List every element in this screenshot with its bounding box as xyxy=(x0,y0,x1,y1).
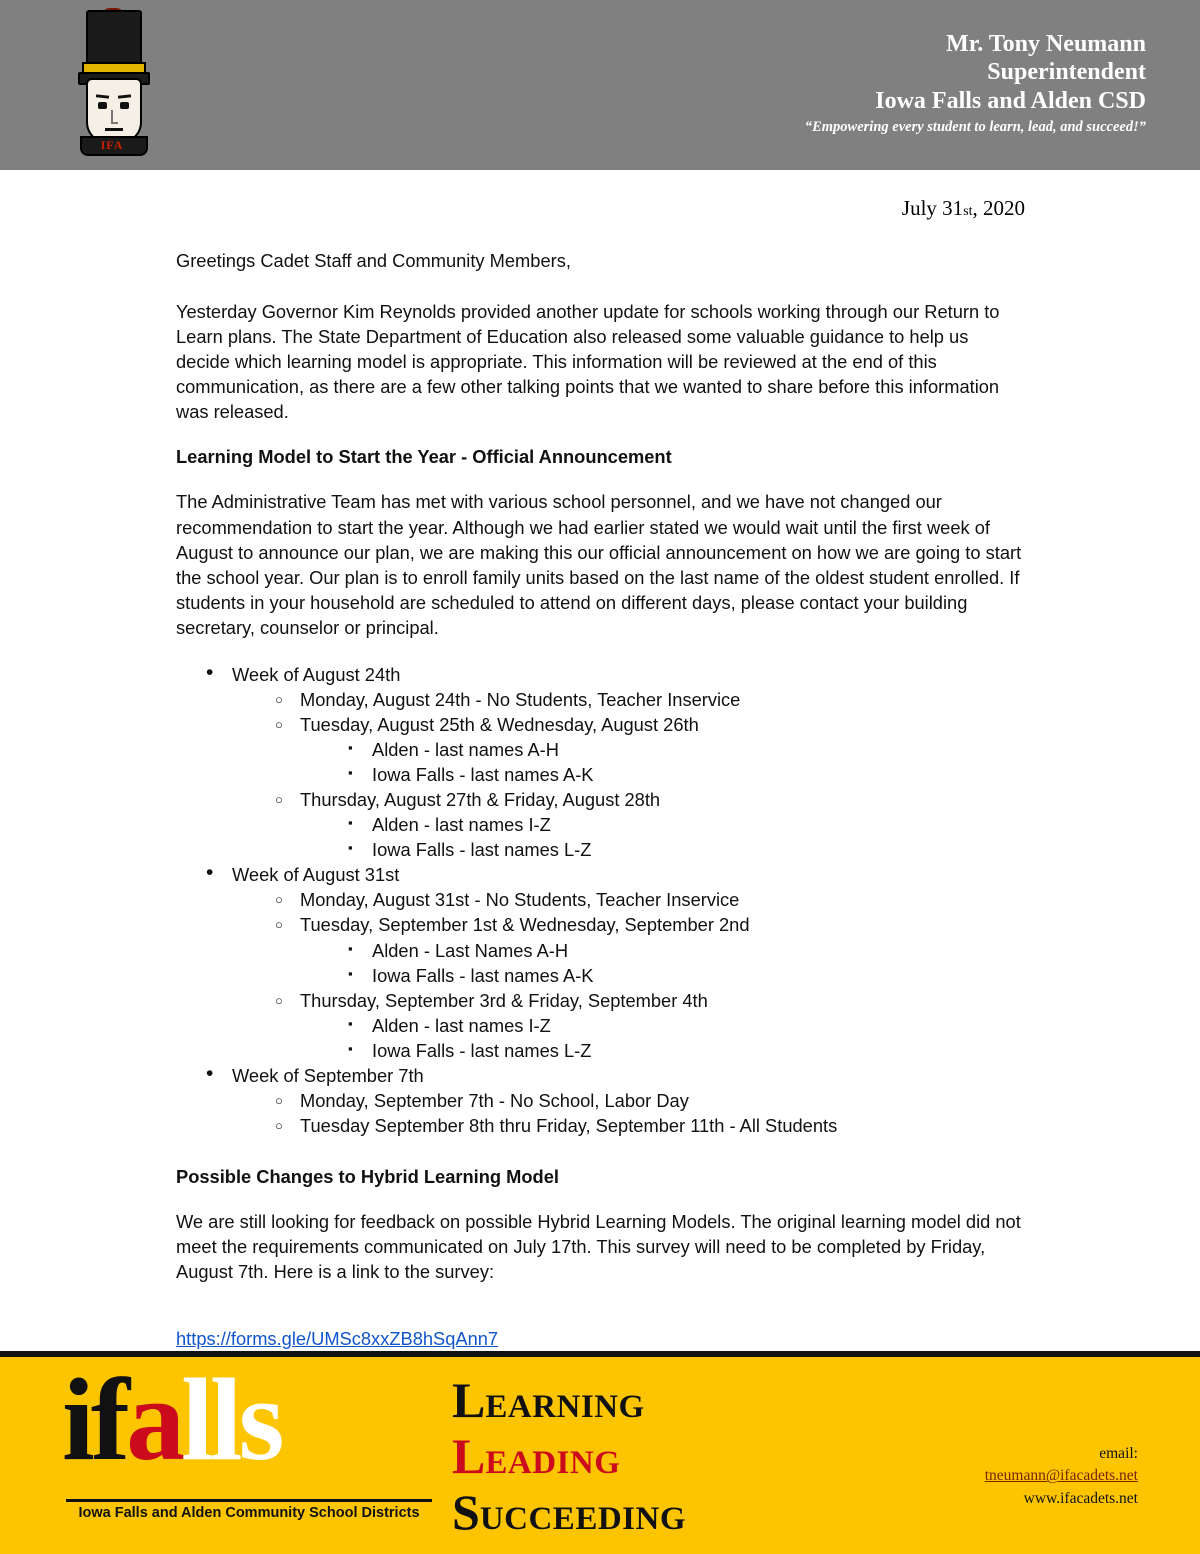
group-list xyxy=(300,737,1024,787)
website-link[interactable]: www.ifacadets.net xyxy=(1023,1489,1138,1507)
lls-cap-2: L xyxy=(452,1428,486,1484)
lls-row-leading xyxy=(452,1428,686,1484)
group-label: ▪ Iowa Falls - last names A-K xyxy=(372,762,1024,787)
letter-date xyxy=(902,196,1025,221)
group-label: ▪ Alden - last names I-Z xyxy=(372,812,1024,837)
letterhead-contact-block xyxy=(805,30,1146,136)
eye-left xyxy=(98,102,107,109)
week-label: • Week of August 31st xyxy=(232,862,1024,887)
list-item xyxy=(300,887,1024,912)
list-item xyxy=(372,1038,1024,1063)
section-body-hybrid-model: We are still looking for feedback on possible Hybrid Learning Models. The original learning model did not meet the requirements communicated on July 17th. This survey will need to be completed by Friday, August 7th. Here is a link to the survey: xyxy=(176,1211,1021,1283)
nose-shape xyxy=(111,110,118,124)
list-item xyxy=(300,787,1024,862)
group-list xyxy=(300,938,1024,988)
week-label: • Week of September 7th xyxy=(232,1063,1024,1088)
day-list xyxy=(232,687,1024,862)
group-label: ▪ Iowa Falls - last names A-K xyxy=(372,963,1024,988)
group-list xyxy=(300,1013,1024,1063)
survey-link[interactable]: https://forms.gle/UMSc8xxZB8hSqAnn7 xyxy=(176,1328,499,1350)
list-item xyxy=(300,988,1024,1063)
list-item xyxy=(372,837,1024,862)
superintendent-name: Mr. Tony Neumann xyxy=(946,31,1146,57)
list-item xyxy=(300,687,1024,712)
date-year: , 2020 xyxy=(972,196,1025,220)
ifalls-logo xyxy=(62,1354,432,1521)
group-label: ▪ Alden - last names A-H xyxy=(372,737,1024,762)
lls-row-learning xyxy=(452,1372,686,1428)
wordmark-part-2: a xyxy=(126,1354,182,1485)
date-suffix: st xyxy=(963,204,973,219)
list-item xyxy=(372,812,1024,837)
group-list xyxy=(300,812,1024,862)
superintendent-title: Superintendent xyxy=(987,59,1146,86)
district-logo xyxy=(62,8,162,166)
day-label: ○ Monday, August 31st - No Students, Teacher Inservice xyxy=(300,887,1024,912)
lls-rest-2: EADING xyxy=(485,1445,621,1481)
section-heading-learning-model: Learning Model to Start the Year - Official Announcement xyxy=(176,446,672,468)
day-label: ○ Thursday, August 27th & Friday, August 28th xyxy=(300,787,1024,812)
day-label: ○ Thursday, September 3rd & Friday, September 4th xyxy=(300,988,1024,1013)
face-shape xyxy=(86,78,142,144)
date-main: July 31 xyxy=(901,196,964,220)
day-label: ○ Tuesday September 8th thru Friday, September 11th - All Students xyxy=(300,1113,1024,1138)
letter-body xyxy=(176,248,1024,1351)
section-heading-hybrid-model: Possible Changes to Hybrid Learning Model xyxy=(176,1166,559,1187)
list-item xyxy=(300,1088,1024,1113)
hat-shape xyxy=(86,10,142,70)
brow-left xyxy=(96,94,109,98)
email-address-link[interactable]: tneumann@ifacadets.net xyxy=(984,1467,1138,1485)
list-item xyxy=(232,862,1024,1063)
group-label: ▪ Alden - Last Names A-H xyxy=(372,938,1024,963)
letterhead-header xyxy=(0,0,1200,170)
list-item xyxy=(372,762,1024,787)
day-label: ○ Tuesday, August 25th & Wednesday, August 26th xyxy=(300,712,1024,737)
lls-slogan xyxy=(452,1372,687,1543)
week-list xyxy=(176,662,1024,1138)
day-label: ○ Monday, August 24th - No Students, Teacher Inservice xyxy=(300,687,1024,712)
group-label: ▪ Iowa Falls - last names L-Z xyxy=(372,837,1024,862)
eye-right xyxy=(120,102,129,109)
list-item xyxy=(232,1063,1024,1138)
list-item xyxy=(372,938,1024,963)
lls-rest-3: UCCEEDING xyxy=(479,1501,687,1537)
list-item xyxy=(300,912,1024,987)
group-label: ▪ Iowa Falls - last names L-Z xyxy=(372,1038,1024,1063)
group-label: ▪ Alden - last names I-Z xyxy=(372,1013,1024,1038)
lls-cap-3: S xyxy=(452,1484,480,1540)
ifalls-wordmark xyxy=(62,1354,281,1485)
list-item xyxy=(300,712,1024,787)
lls-row-succeeding xyxy=(452,1484,687,1540)
day-list xyxy=(232,887,1024,1062)
logo-ifa-text: IFA xyxy=(100,138,124,152)
list-item xyxy=(300,1113,1024,1138)
lls-cap-1: L xyxy=(452,1372,486,1428)
day-label: ○ Tuesday, September 1st & Wednesday, September 2nd xyxy=(300,912,1024,937)
day-label: ○ Monday, September 7th - No School, Labor Day xyxy=(300,1088,1024,1113)
intro-paragraph: Yesterday Governor Kim Reynolds provided another update for schools working through our Return to Learn plans. The State Department of Education also released some valuable guidance to help us decide which learning model is appropriate. This information will be reviewed at the end of this communication, as there are a few other talking points that we wanted to share before this information was released. xyxy=(176,301,1000,423)
footer-district-tagline: Iowa Falls and Alden Community School Districts xyxy=(66,1499,432,1521)
district-name: Iowa Falls and Alden CSD xyxy=(875,87,1146,114)
list-item xyxy=(232,662,1024,863)
section-body-learning-model: The Administrative Team has met with various school personnel, and we have not changed our recommendation to start the year. Although we had earlier stated we would wait until the first week of August to announce our plan, we are making this our official announcement on how we are going to start the school year. Our plan is to enroll family units based on the last name of the oldest student enrolled. If students in your household are scheduled to attend on different days, please contact your building secretary, counselor or principal. xyxy=(176,491,1022,638)
district-tagline: “Empowering every student to learn, lead, and succeed!” xyxy=(804,118,1146,135)
list-item xyxy=(372,963,1024,988)
list-item xyxy=(372,1013,1024,1038)
footer-contact-block xyxy=(985,1443,1138,1510)
schedule-list xyxy=(176,662,1024,1138)
mouth-shape xyxy=(105,128,123,131)
brow-right xyxy=(118,94,131,98)
email-label: email: xyxy=(1099,1445,1138,1462)
letterhead-footer xyxy=(0,1351,1200,1554)
greeting-line: Greetings Cadet Staff and Community Members, xyxy=(176,250,571,271)
list-item xyxy=(372,737,1024,762)
week-label: • Week of August 24th xyxy=(232,662,1024,687)
wordmark-part-1: if xyxy=(62,1354,127,1485)
wordmark-part-3: lls xyxy=(181,1354,281,1485)
lls-rest-1: EARNING xyxy=(485,1389,645,1425)
cadet-mascot-icon xyxy=(72,10,152,162)
day-list xyxy=(232,1088,1024,1138)
